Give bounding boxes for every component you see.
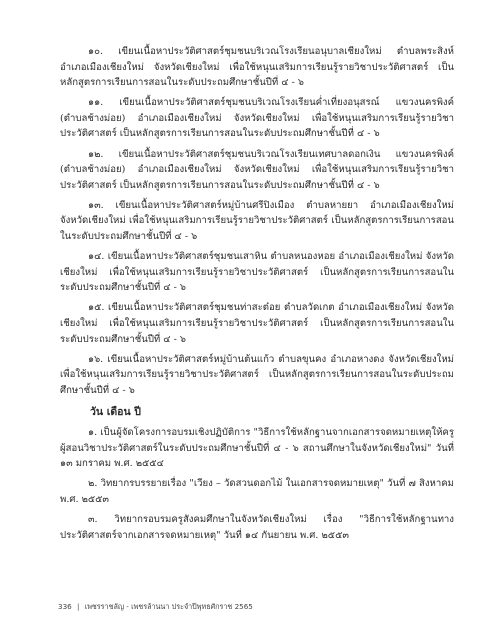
- paragraph-10: ๑๐. เขียนเนื้อหาประวัติศาสตร์ชุมชนบริเวณโรงเรียนอนุบาลเชียงใหม่ ตำบลพระสิงห์ อำเภอเมืองเชียงใหม่ จังหวัดเชียงใหม่ เพื่อใช้หนุนเสริมการเรียนรู้รายวิชาประวัติศาสตร์ เป็นหลักสูตรการเรียนการสอนในระดับประถมศึกษาชั้นปีที่ ๔ - ๖: [60, 46, 454, 89]
- paragraph-13: ๑๓. เขียนเนื้อหาประวัติศาสตร์หมู่บ้านศรีปิงเมือง ตำบลหายยา อำเภอเมืองเชียงใหม่ จังหวัดเชียงใหม่ เพื่อใช้หนุนเสริมการเรียนรู้รายวิชาประวัติศาสตร์ เป็นหลักสูตรการเรียนการสอนในระดับประถมศึกษาชั้นปีที่ ๔ - ๖: [60, 199, 454, 243]
- footer-separator: |: [77, 602, 80, 611]
- paragraph-15: ๑๕. เขียนเนื้อหาประวัติศาสตร์ชุมชนท่าสะต๋อย ตำบลวัดเกต อำเภอเมืองเชียงใหม่ จังหวัดเชียงใหม่ เพื่อใช้หนุนเสริมการเรียนรู้รายวิชาประวัติศาสตร์ เป็นหลักสูตรการเรียนการสอนในระดับประถมศึกษาชั้นปีที่ ๔ - ๖: [60, 302, 454, 345]
- journal-title: เพชรราชลัญ - เพชรล้านนา ประจำปีพุทธศักราช 2565: [84, 602, 253, 611]
- item-3: ๓. วิทยากรอบรมครูสังคมศึกษาในจังหวัดเชียงใหม่ เรื่อง "วิธีการใช้หลักฐานทางประวัติศาสตร์จากเอกสารจดหมายเหตุ" วันที่ ๑๔ กันยายน พ.ศ. ๒๕๕๓: [60, 514, 454, 541]
- paragraph-16: ๑๖. เขียนเนื้อหาประวัติศาสตร์หมู่บ้านต้นแก้ว ตำบลขุนคง อำเภอหางดง จังหวัดเชียงใหม่ เพื่อใช้หนุนเสริมการเรียนรู้รายวิชาประวัติศาสตร์ เป็นหลักสูตรการเรียนการสอนในระดับประถมศึกษาชั้นปีที่ ๔ - ๖: [60, 353, 454, 396]
- section-heading: วัน เดือน ปี: [90, 406, 141, 419]
- item-2: ๒. วิทยากรบรรยายเรื่อง "เวียง – วัดสวนดอกไม้ ในเอกสารจดหมายเหตุ" วันที่ ๗ สิงหาคม พ.ศ. ๒๕๕๓: [60, 478, 454, 505]
- item-1: ๑. เป็นผู้จัดโครงการอบรมเชิงปฏิบัติการ "วิธีการใช้หลักฐานจากเอกสารจดหมายเหตุให้ครูผู้สอนวิชาประวัติศาสตร์ในระดับประถมศึกษาชั้นปีที่ ๔ - ๖ สถานศึกษาในจังหวัดเชียงใหม่" วันที่ ๑๓ มกราคม พ.ศ. ๒๕๕๔: [60, 427, 454, 470]
- paragraph-14: ๑๔. เขียนเนื้อหาประวัติศาสตร์ชุมชนเสาหิน ตำบลหนองหอย อำเภอเมืองเชียงใหม่ จังหวัดเชียงใหม่ เพื่อใช้หนุนเสริมการเรียนรู้รายวิชาประวัติศาสตร์ เป็นหลักสูตรการเรียนการสอนในระดับประถมศึกษาชั้นปีที่ ๔ - ๖: [60, 251, 454, 294]
- paragraph-11: ๑๑. เขียนเนื้อหาประวัติศาสตร์ชุมชนบริเวณโรงเรียนค่ำเที่ยงอนุสรณ์ แขวงนครพิงค์ (ตำบลช้างม่อย) อำเภอเมืองเชียงใหม่ จังหวัดเชียงใหม่ เพื่อใช้หนุนเสริมการเรียนรู้รายวิชาประวัติศาสตร์ เป็นหลักสูตรการเรียนการสอนในระดับประถมศึกษาชั้นปีที่ ๔ - ๖: [60, 97, 454, 140]
- page-footer: [58, 602, 438, 613]
- page-number: 336: [58, 602, 72, 611]
- body-text: [60, 44, 454, 548]
- paragraph-12: ๑๒. เขียนเนื้อหาประวัติศาสตร์ชุมชนบริเวณโรงเรียนเทศบาลดอกเงิน แขวงนครพิงค์ (ตำบลช้างม่อย) อำเภอเมืองเชียงใหม่ จังหวัดเชียงใหม่ เพื่อใช้หนุนเสริมการเรียนรู้รายวิชาประวัติศาสตร์ เป็นหลักสูตรการเรียนการสอนในระดับประถมศึกษาชั้นปีที่ ๔ - ๖: [60, 148, 454, 191]
